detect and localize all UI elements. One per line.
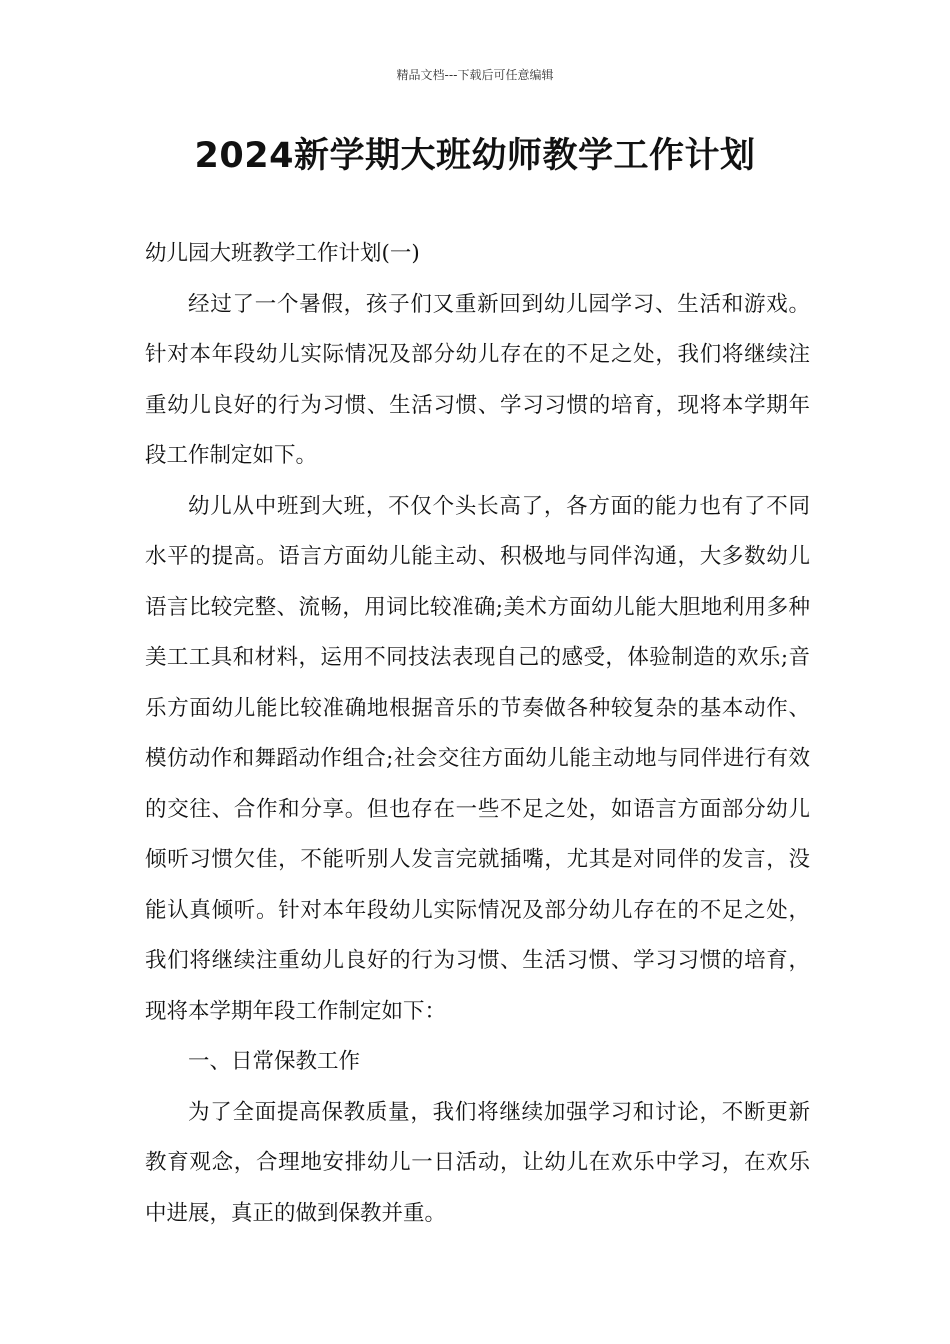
document-body [145, 229, 810, 1239]
document-title: 2024新学期大班幼师教学工作计划 [194, 136, 756, 176]
section-subtitle: 幼儿园大班教学工作计划(一) [145, 241, 420, 266]
section-heading-daily-care: 一、日常保教工作 [188, 1049, 361, 1074]
paragraph-situation: 幼儿从中班到大班，不仅个头长高了，各方面的能力也有了不同水平的提高。语言方面幼儿能主动、积极地与同伴沟通，大多数幼儿语言比较完整、流畅，用词比较准确;美术方面幼儿能大胆地利用多种美工工具和材料，运用不同技法表现自己的感受，体验制造的欢乐;音乐方面幼儿能比较准确地根据音乐的节奏做各种较复杂的基本动作、模仿动作和舞蹈动作组合;社会交往方面幼儿能主动地与同伴进行有效的交往、合作和分享。但也存在一些不足之处，如语言方面部分幼儿倾听习惯欠佳，不能听别人发言完就插嘴，尤其是对同伴的发言，没能认真倾听。针对本年段幼儿实际情况及部分幼儿存在的不足之处，我们将继续注重幼儿良好的行为习惯、生活习惯、学习习惯的培育，现将本学期年段工作制定如下： [145, 493, 810, 1024]
paragraph-daily-care: 为了全面提高保教质量，我们将继续加强学习和讨论，不断更新教育观念，合理地安排幼儿一日活动，让幼儿在欢乐中学习，在欢乐中进展，真正的做到保教并重。 [145, 1099, 810, 1226]
paragraph-intro: 经过了一个暑假，孩子们又重新回到幼儿园学习、生活和游戏。针对本年段幼儿实际情况及部分幼儿存在的不足之处，我们将继续注重幼儿良好的行为习惯、生活习惯、学习习惯的培育，现将本学期年段工作制定如下。 [145, 291, 810, 468]
header-note: 精品文档---下载后可任意编辑 [396, 68, 554, 82]
